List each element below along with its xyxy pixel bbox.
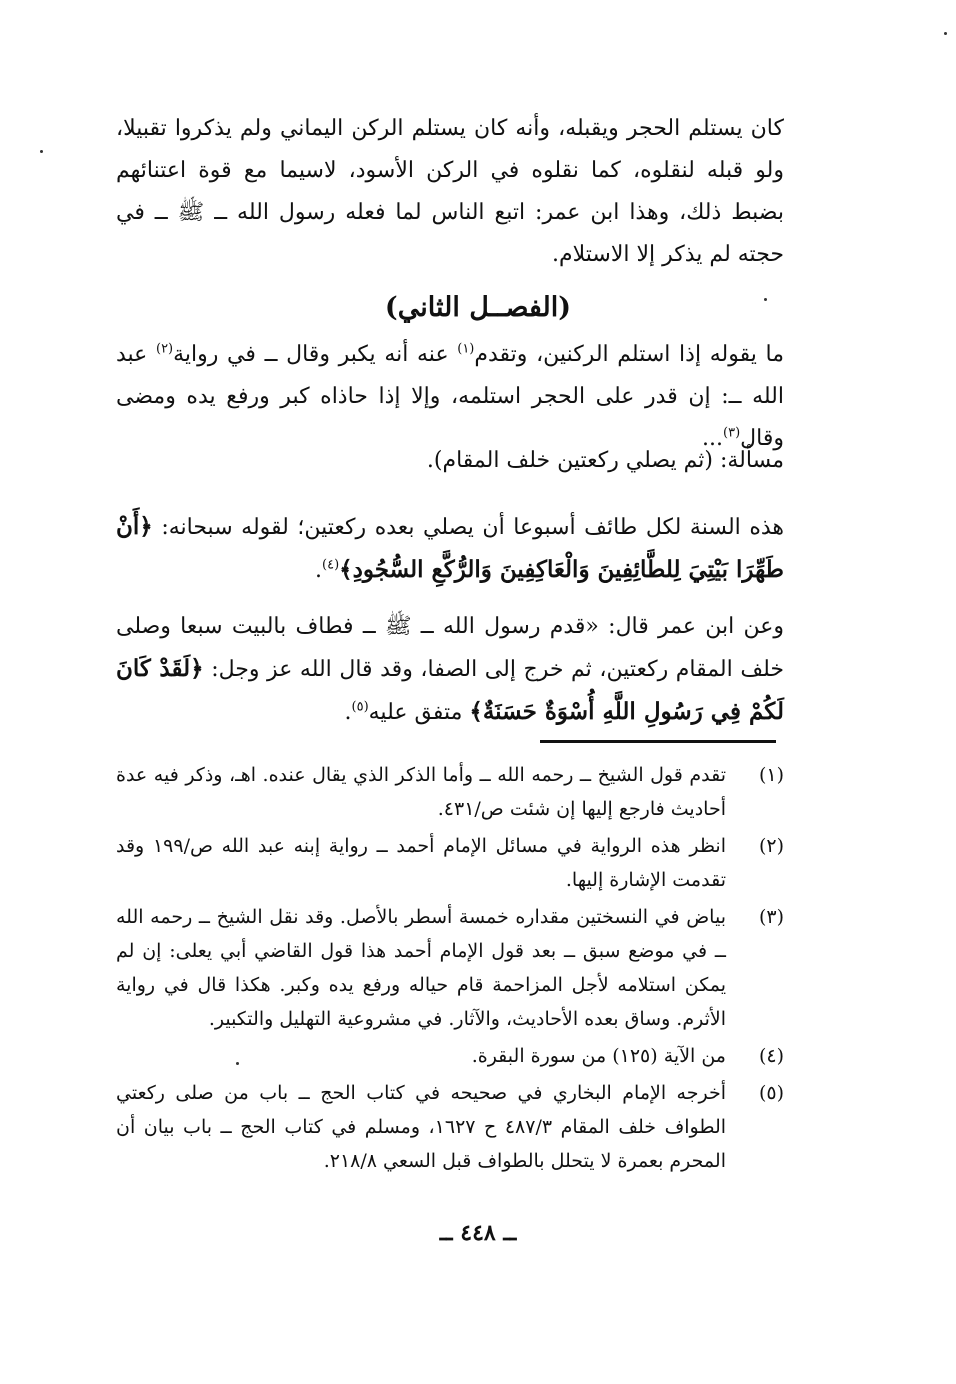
paragraph-2-text-b: عنه أنه يكبر وقال ــ في رواية [173, 342, 458, 367]
footnote-ref-1: (١) [457, 341, 475, 357]
paragraph-4-text-a: هذه السنة لكل طائف أسبوعا أن يصلي بعده ركعتين؛ لقوله سبحانه: [152, 515, 785, 540]
paragraph-5-text-b: متفق عليه [368, 700, 470, 725]
footnote-number: (٢) [758, 835, 784, 857]
paragraph-5-text-c: . [344, 700, 352, 725]
footnote-3 [116, 900, 784, 1036]
footnote-4 [116, 1039, 784, 1073]
quran-verse-2: ﴿لَقَدْ كَانَ لَكُمْ فِي رَسُولِ اللَّهِ أُسْوَةٌ حَسَنَةٌ﴾ [116, 655, 784, 725]
footnote-number: (٣) [758, 906, 784, 928]
footnote-number: (١) [758, 764, 784, 786]
paragraph-4-text-b: . [315, 558, 322, 583]
paragraph-1 [116, 108, 784, 276]
scan-speck [236, 1062, 239, 1065]
paragraph-2-text-c: عبد الله ــ: إن قدر على الحجر استلمه، وإلا إذا حاذاه كبر ورفع يده ومضى وقال [116, 342, 784, 451]
footnote-1 [116, 758, 784, 826]
paragraph-2-text-a: ما يقوله إذا استلم الركنين، وتقدم [474, 342, 785, 367]
footnote-text: من الآية (١٢٥) من سورة البقرة. [471, 1045, 726, 1067]
paragraph-5 [116, 606, 784, 734]
paragraph-5-text-a: وعن ابن عمر قال: «قدم رسول الله ــ ﷺ ــ فطاف بالبيت سبعا وصلى خلف المقام ركعتين، ثم خرج إلى الصفا، وقد قال الله عز وجل: [116, 614, 784, 682]
footnotes [116, 758, 784, 1181]
scan-speck [764, 298, 767, 301]
footnote-text: انظر هذه الرواية في مسائل الإمام أحمد ــ رواية إبنه عبد الله ص/١٩٩ وقد تقدمت الإشارة إليها. [116, 835, 726, 891]
paragraph-1-text: كان يستلم الحجر ويقبله، وأنه كان يستلم الركن اليماني ولم يذكروا تقبيلا، ولو قبله لنقلوه، كما نقلوه في الركن الأسود، لاسيما مع قوة اعتنائهم بضبط ذلك، وهذا ابن عمر: اتبع الناس لما فعله رسول الله ــ ﷺ ــ في حجته لم يذكر إلا الاستلام. [116, 116, 784, 267]
footnote-5 [116, 1076, 784, 1178]
footnote-ref-3: (٣) [723, 425, 741, 441]
chapter-title: (الفصــل الثاني) [384, 292, 572, 323]
footnote-number: (٤) [758, 1045, 784, 1067]
scan-speck [40, 150, 43, 153]
scan-speck [944, 32, 947, 35]
paragraph-4 [116, 506, 784, 592]
quran-verse-1: ﴿أَنْ طَهِّرَا بَيْتِيَ لِلطَّائِفِينَ وَالْعَاكِفِينَ وَالرُّكَّعِ السُّجُودِ﴾ [116, 513, 784, 583]
footnote-text: تقدم قول الشيخ ــ رحمه الله ــ وأما الذكر الذي يقال عنده. اهـ، وذكر فيه عدة أحاديث فارجع إليها إن شئت ص/٤٣١. [116, 764, 726, 820]
footnote-ref-2: (٢) [155, 341, 174, 357]
footnote-text: بياض في النسختين مقداره خمسة أسطر بالأصل. وقد نقل الشيخ ــ رحمه الله ــ في موضع سبق ــ بعد قول الإمام أحمد هذا قول القاضي أبي يعلى: إن لم يمكن استلامه لأجل المزاحمة قام حياله ورفع يده وكبر. هكذا قال في رواية الأثرم. وساق بعده الأحاديث، والآثار. في مشروعية التهليل والتكبير. [116, 906, 726, 1030]
footnote-ref-5: (٥) [351, 699, 369, 715]
footnote-ref-4: (٤) [322, 557, 340, 573]
footnote-text: أخرجه الإمام البخاري في صحيحه في كتاب الحج ــ باب من صلى ركعتي الطواف خلف المقام ٤٨٧/٣ ح ١٦٢٧، ومسلم في كتاب الحج ــ باب بيان أن المحرم بعمرة لا يتحلل بالطواف قبل السعي ٢١٨/٨. [116, 1082, 727, 1172]
page-number: ــ ٤٤٨ ــ [439, 1220, 517, 1246]
paragraph-3 [116, 440, 784, 482]
paragraph-3-text: مسألة: (ثم يصلي ركعتين خلف المقام). [426, 448, 784, 473]
footnote-separator [540, 740, 776, 743]
footnote-number: (٥) [758, 1082, 784, 1104]
footnote-2 [116, 829, 784, 897]
paragraph-2-text-d: ... [702, 426, 724, 451]
